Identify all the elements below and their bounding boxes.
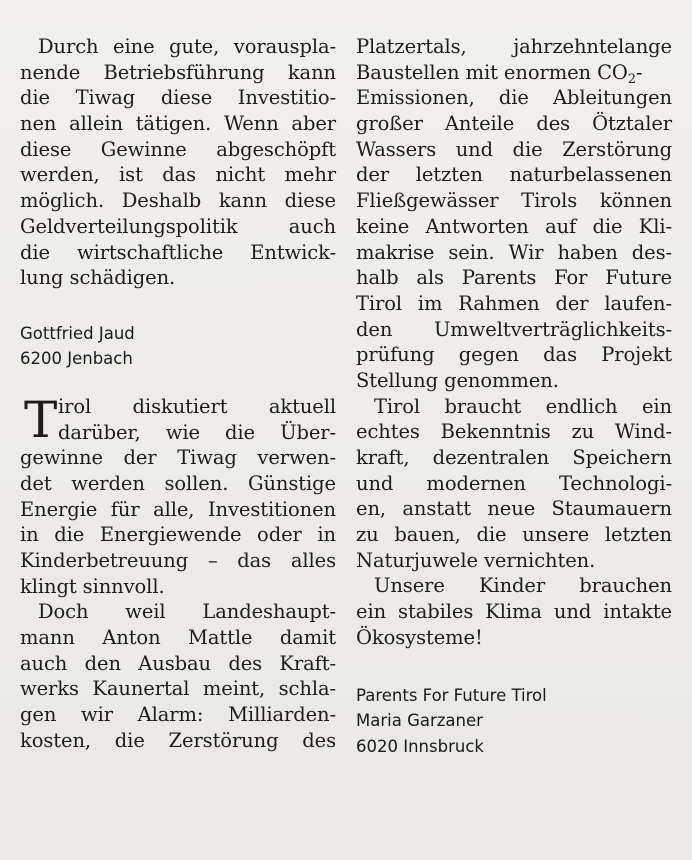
text-line: keine Antworten auf die Kli- xyxy=(356,214,672,238)
text-line: Unsere Kinder brauchen xyxy=(374,574,672,598)
text-line: auch den Ausbau des Kraft- xyxy=(20,651,336,675)
text-line: det werden sollen. Günstige xyxy=(20,471,336,495)
text-line: irol diskutiert aktuell xyxy=(58,394,336,418)
signature-org: Parents For Future Tirol xyxy=(356,685,547,705)
text-line-co2 xyxy=(356,60,672,86)
text-line: den Umweltverträglichkeits- xyxy=(356,317,672,341)
text-line: möglich. Deshalb kann diese xyxy=(20,189,336,213)
text-line: halb als Parents For Future xyxy=(356,266,672,290)
text-line: Geldverteilungspolitik auch xyxy=(20,214,336,238)
text-line: Wassers und die Zerstörung xyxy=(356,137,672,161)
co2-prefix: Baustellen mit enormen CO xyxy=(356,60,628,84)
text-line: prüfung gegen das Projekt xyxy=(356,343,672,367)
text-line: gewinne der Tiwag verwen- xyxy=(20,446,336,470)
text-line: Doch weil Landeshaupt- xyxy=(38,600,336,624)
right-column xyxy=(356,34,672,759)
text-line: Energie für alle, Investitionen xyxy=(20,497,336,521)
text-line: gen wir Alarm: Milliarden- xyxy=(20,703,336,727)
co2-suffix: - xyxy=(635,60,643,84)
text-line: Naturjuwele vernichten. xyxy=(356,548,596,572)
text-line: in die Energiewende oder in xyxy=(20,523,336,547)
signature-place: 6200 Jenbach xyxy=(20,349,133,369)
text-line: ein stabiles Klima und intakte xyxy=(356,600,672,624)
text-line: mann Anton Mattle damit xyxy=(20,626,336,650)
text-line: Kinderbetreuung – das alles xyxy=(20,549,336,572)
text-line: Stellung genommen. xyxy=(356,368,559,392)
signature-1 xyxy=(20,321,336,372)
text-line: Durch eine gute, vorauspla- xyxy=(38,35,336,58)
drop-cap: T xyxy=(24,390,58,449)
text-line: die Tiwag diese Investitio- xyxy=(20,86,336,110)
text-line: werden, ist das nicht mehr xyxy=(20,163,336,187)
text-line: Tirol braucht endlich ein xyxy=(374,394,672,418)
text-line: und modernen Technologi- xyxy=(356,471,672,495)
text-line: Emissionen, die Ableitungen xyxy=(356,86,672,110)
text-line: großer Anteile des Ötztaler xyxy=(356,112,672,136)
text-line: klingt sinnvoll. xyxy=(20,574,165,598)
text-line: Tirol im Rahmen der laufen- xyxy=(356,291,672,315)
text-line: Ökosysteme! xyxy=(356,625,483,649)
signature-place: 6020 Innsbruck xyxy=(356,736,484,756)
text-line: werks Kaunertal meint, schla- xyxy=(20,677,336,701)
letter2-body xyxy=(20,390,336,754)
signature-2 xyxy=(356,683,672,760)
text-line: zu bauen, die unsere letzten xyxy=(356,523,672,547)
text-line: diese Gewinne abgeschöpft xyxy=(20,137,336,161)
letter1-body xyxy=(20,34,336,291)
text-line: kosten, die Zerstörung des xyxy=(20,728,336,752)
text-line: nen allein tätigen. Wenn aber xyxy=(20,112,336,136)
text-line: lung schädigen. xyxy=(20,266,176,290)
text-line: die wirtschaftliche Entwick- xyxy=(20,240,336,264)
text-line: der letzten naturbelassenen xyxy=(356,163,672,187)
text-line: Platzertals, jahrzehntelange xyxy=(356,35,672,58)
signature-name: Maria Garzaner xyxy=(356,711,483,730)
text-line: echtes Bekenntnis zu Wind- xyxy=(356,420,672,444)
text-line: darüber, wie die Über- xyxy=(58,420,336,444)
text-line: kraft, dezentralen Speichern xyxy=(356,446,672,469)
text-line: nende Betriebsführung kann xyxy=(20,60,336,84)
left-column xyxy=(20,34,336,754)
text-line: Fließgewässer Tirols können xyxy=(356,189,672,213)
text-line: en, anstatt neue Staumauern xyxy=(356,497,672,521)
text-line: makrise sein. Wir haben des- xyxy=(356,240,672,264)
signature-name: Gottfried Jaud xyxy=(20,323,135,343)
co2-subscript: 2 xyxy=(627,71,636,87)
